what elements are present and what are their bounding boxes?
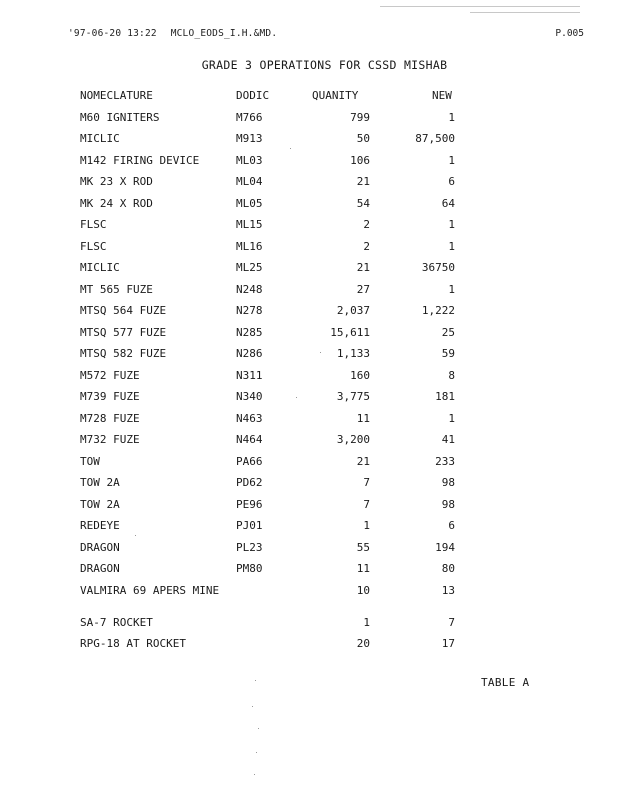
cell-new: 98 <box>441 476 455 489</box>
cell-dodic: PJ01 <box>236 519 263 532</box>
scan-speck <box>256 752 257 753</box>
table-row <box>80 498 470 520</box>
cell-quantity: 7 <box>363 476 370 489</box>
table-row <box>80 476 470 498</box>
cell-nomenclature: FLSC <box>80 218 107 231</box>
cell-nomenclature: DRAGON <box>80 562 120 575</box>
cell-dodic: N278 <box>236 304 263 317</box>
cell-dodic: ML16 <box>236 239 263 253</box>
cell-dodic: PA66 <box>236 454 263 468</box>
scan-artifact-line <box>470 12 580 13</box>
table-label: TABLE A <box>481 676 530 689</box>
cell-quantity: 2 <box>363 239 370 253</box>
cell-nomenclature: MICLIC <box>80 261 120 274</box>
table-row <box>80 218 470 240</box>
table-row <box>80 541 470 563</box>
cell-nomenclature: M572 FUZE <box>80 368 140 382</box>
scan-speck <box>254 774 255 775</box>
cell-quantity: 3,200 <box>336 433 370 446</box>
cell-new: 1 <box>448 218 455 231</box>
table-row <box>80 433 470 455</box>
scan-speck <box>135 535 136 536</box>
cell-nomenclature: TOW 2A <box>80 476 120 489</box>
table-row <box>80 283 470 305</box>
cell-nomenclature: M732 FUZE <box>80 433 140 446</box>
cell-nomenclature: REDEYE <box>80 519 120 532</box>
cell-nomenclature: MTSQ 582 FUZE <box>80 347 167 360</box>
cell-nomenclature: TOW <box>80 454 100 468</box>
cell-quantity: 21 <box>356 175 370 188</box>
cell-quantity: 160 <box>350 368 370 382</box>
cell-nomenclature: MK 24 X ROD <box>80 196 153 210</box>
cell-new: 59 <box>441 347 455 360</box>
cell-dodic: N285 <box>236 325 263 339</box>
cell-new: 87,500 <box>415 132 455 145</box>
table-header-row <box>80 89 470 111</box>
cell-dodic: N340 <box>236 390 263 403</box>
cell-quantity: 799 <box>350 110 370 124</box>
cell-nomenclature: M739 FUZE <box>80 390 140 403</box>
cell-nomenclature: RPG-18 AT ROCKET <box>80 637 186 650</box>
cell-nomenclature: MTSQ 577 FUZE <box>80 325 167 339</box>
cell-new: 1 <box>448 282 455 296</box>
cell-dodic: N286 <box>236 347 263 360</box>
table-row <box>80 111 470 133</box>
cell-quantity: 15,611 <box>330 325 370 339</box>
cell-quantity: 2,037 <box>336 304 370 317</box>
cell-nomenclature: MICLIC <box>80 132 120 145</box>
table-row <box>80 455 470 477</box>
fax-page-number: P.005 <box>555 28 584 39</box>
cell-nomenclature: TOW 2A <box>80 497 120 511</box>
table-row <box>80 154 470 176</box>
header-quantity: QUANITY <box>312 89 359 102</box>
cell-new: 98 <box>441 497 455 511</box>
cell-dodic: PM80 <box>236 562 263 575</box>
cell-dodic: ML15 <box>236 218 263 231</box>
cell-quantity: 20 <box>356 637 370 650</box>
cell-new: 181 <box>435 390 455 403</box>
cell-new: 64 <box>441 196 455 210</box>
cell-dodic: M766 <box>236 110 263 124</box>
table-row <box>80 390 470 412</box>
scan-speck <box>290 148 291 149</box>
cell-nomenclature: M142 FIRING DEVICE <box>80 153 200 167</box>
table-row <box>80 197 470 219</box>
cell-dodic: N311 <box>236 368 263 382</box>
cell-quantity: 10 <box>356 583 370 597</box>
cell-nomenclature: FLSC <box>80 239 107 253</box>
table-row <box>80 637 470 659</box>
table-row <box>80 369 470 391</box>
cell-new: 1,222 <box>421 304 455 317</box>
cell-dodic: N464 <box>236 433 263 446</box>
table-row <box>80 132 470 154</box>
cell-quantity: 21 <box>356 454 370 468</box>
scan-speck <box>255 680 256 681</box>
cell-nomenclature: M60 IGNITERS <box>80 110 160 124</box>
header-dodic: DODIC <box>236 89 270 102</box>
cell-new: 1 <box>448 239 455 253</box>
cell-quantity: 106 <box>350 153 370 167</box>
table-row <box>80 562 470 584</box>
cell-quantity: 21 <box>356 261 370 274</box>
cell-quantity: 2 <box>363 218 370 231</box>
cell-nomenclature: MK 23 X ROD <box>80 175 153 188</box>
table-row <box>80 347 470 369</box>
scan-speck <box>296 397 297 398</box>
cell-quantity: 54 <box>356 196 370 210</box>
table-body <box>80 111 470 659</box>
cell-new: 8 <box>448 368 455 382</box>
cell-new: 1 <box>448 153 455 167</box>
cell-nomenclature: MT 565 FUZE <box>80 282 153 296</box>
cell-new: 194 <box>435 540 455 554</box>
cell-quantity: 7 <box>363 497 370 511</box>
cell-nomenclature: MTSQ 564 FUZE <box>80 304 167 317</box>
cell-dodic: PL23 <box>236 540 263 554</box>
cell-quantity: 11 <box>356 411 370 425</box>
cell-dodic: N463 <box>236 411 263 425</box>
cell-new: 6 <box>448 175 455 188</box>
cell-new: 36750 <box>421 261 455 274</box>
document-title-text: GRADE 3 OPERATIONS FOR CSSD MISHAB <box>201 58 448 72</box>
cell-dodic: PE96 <box>236 497 263 511</box>
cell-quantity: 55 <box>356 540 370 554</box>
table-row <box>80 519 470 541</box>
cell-quantity: 1 <box>363 615 370 629</box>
document-title <box>0 58 619 72</box>
cell-quantity: 3,775 <box>336 390 370 403</box>
table-row <box>80 261 470 283</box>
cell-dodic: ML03 <box>236 153 263 167</box>
cell-quantity: 27 <box>356 282 370 296</box>
cell-new: 17 <box>441 637 455 650</box>
cell-nomenclature: DRAGON <box>80 540 120 554</box>
cell-quantity: 1,133 <box>336 347 370 360</box>
munitions-table <box>80 89 470 659</box>
scan-speck <box>320 352 321 353</box>
cell-nomenclature: VALMIRA 69 APERS MINE <box>80 583 220 597</box>
header-new: NEW <box>432 89 452 102</box>
table-row <box>80 175 470 197</box>
cell-dodic: M913 <box>236 132 263 145</box>
cell-quantity: 11 <box>356 562 370 575</box>
cell-new: 7 <box>448 615 455 629</box>
cell-new: 1 <box>448 110 455 124</box>
scan-speck <box>252 706 253 707</box>
cell-new: 13 <box>441 583 455 597</box>
cell-new: 1 <box>448 411 455 425</box>
scan-artifact-line <box>380 6 580 7</box>
cell-new: 80 <box>441 562 455 575</box>
fax-header <box>68 28 285 39</box>
cell-dodic: ML05 <box>236 196 263 210</box>
cell-new: 41 <box>441 433 455 446</box>
cell-quantity: 50 <box>356 132 370 145</box>
cell-new: 233 <box>435 454 455 468</box>
table-row <box>80 326 470 348</box>
scan-speck <box>258 728 259 729</box>
cell-dodic: PD62 <box>236 476 263 489</box>
cell-nomenclature: M728 FUZE <box>80 411 140 425</box>
cell-new: 6 <box>448 519 455 532</box>
table-row <box>80 304 470 326</box>
table-row <box>80 584 470 616</box>
table-row <box>80 240 470 262</box>
cell-dodic: ML04 <box>236 175 263 188</box>
cell-quantity: 1 <box>363 519 370 532</box>
fax-timestamp: '97-06-20 13:22 <box>68 28 157 39</box>
cell-dodic: N248 <box>236 282 263 296</box>
header-nomenclature: NOMECLATURE <box>80 89 153 102</box>
cell-new: 25 <box>441 325 455 339</box>
cell-dodic: ML25 <box>236 261 263 274</box>
fax-sender: MCLO_EODS_I.H.&MD. <box>170 28 278 39</box>
table-row <box>80 412 470 434</box>
cell-nomenclature: SA-7 ROCKET <box>80 615 153 629</box>
table-row <box>80 616 470 638</box>
